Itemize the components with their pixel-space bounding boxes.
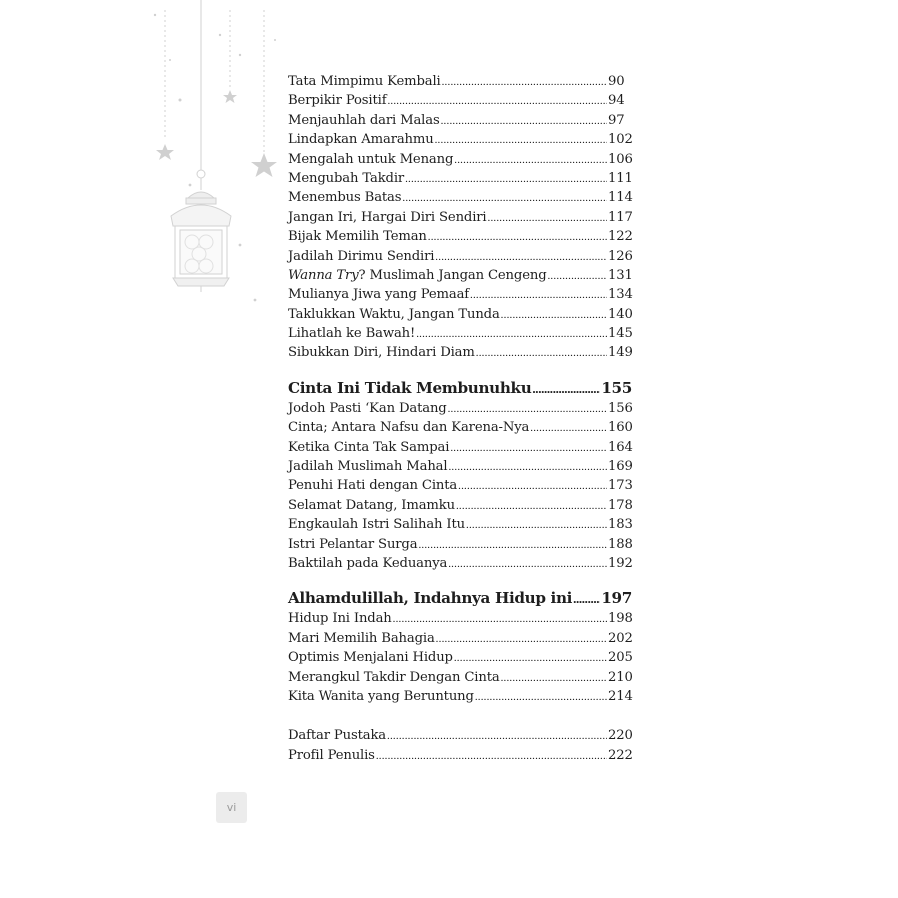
toc-entry[interactable] bbox=[288, 418, 632, 437]
toc-entry[interactable] bbox=[288, 343, 632, 362]
leader-dots bbox=[450, 439, 607, 458]
toc-group bbox=[288, 72, 632, 363]
toc-entry[interactable] bbox=[288, 648, 632, 667]
toc-entry[interactable] bbox=[288, 609, 632, 628]
toc-entry[interactable] bbox=[288, 188, 632, 207]
toc-entry-title: Jadilah Muslimah Mahal bbox=[288, 459, 448, 475]
toc-entry-page: 134 bbox=[608, 287, 633, 303]
toc-entry[interactable] bbox=[288, 457, 632, 476]
leader-dots bbox=[454, 649, 607, 668]
toc-entry-title: Hidup Ini Indah bbox=[288, 611, 392, 627]
toc-entry-title: Ketika Cinta Tak Sampai bbox=[288, 439, 450, 455]
toc-entry-title-rest: ? Muslimah Jangan Cengeng bbox=[358, 267, 547, 283]
leader-dots bbox=[442, 73, 607, 92]
toc-group bbox=[288, 399, 632, 574]
leader-dots bbox=[488, 209, 608, 228]
toc-entry-title: Jadilah Dirimu Sendiri bbox=[288, 248, 435, 264]
toc-entry-title-italic: Wanna Try bbox=[288, 267, 359, 283]
leader-dots bbox=[475, 688, 607, 707]
toc-entry[interactable] bbox=[288, 668, 632, 687]
toc-entry-title: Jodoh Pasti ‘Kan Datang bbox=[288, 400, 447, 416]
toc-section-title: Cinta Ini Tidak Membunuhku bbox=[288, 378, 532, 397]
toc-entry[interactable] bbox=[288, 130, 632, 149]
toc-entry-page: 126 bbox=[608, 248, 633, 264]
toc-section-page: 197 bbox=[601, 589, 632, 608]
leader-dots bbox=[476, 344, 607, 363]
toc-entry-title: Taklukkan Waktu, Jangan Tunda bbox=[288, 306, 500, 322]
leader-dots bbox=[501, 306, 607, 325]
toc-entry-page: 220 bbox=[608, 728, 633, 744]
toc-entry-page: 210 bbox=[608, 669, 633, 685]
page-number: vi bbox=[216, 792, 247, 823]
leader-dots bbox=[402, 189, 607, 208]
leader-dots bbox=[456, 497, 607, 516]
toc-entry-page: 169 bbox=[608, 459, 633, 475]
leader-dots bbox=[393, 610, 607, 629]
toc-section-page: 155 bbox=[601, 378, 632, 397]
toc-entry[interactable] bbox=[288, 535, 632, 554]
leader-dots bbox=[530, 419, 607, 438]
toc-entry-title: Baktilah pada Keduanya bbox=[288, 555, 448, 571]
toc-entry-title: Istri Pelantar Surga bbox=[288, 536, 418, 552]
toc-entry-page: 145 bbox=[608, 326, 633, 342]
toc-entry[interactable] bbox=[288, 150, 632, 169]
toc-entry-page: 122 bbox=[608, 229, 633, 245]
toc-entry-page: 149 bbox=[608, 345, 633, 361]
leader-dots bbox=[573, 588, 600, 610]
toc-entry-page: 160 bbox=[608, 420, 633, 436]
toc-entry-title: Profil Penulis bbox=[288, 747, 375, 763]
leader-dots bbox=[454, 151, 607, 170]
toc-entry-page: 173 bbox=[608, 478, 633, 494]
toc-entry-title: Berpikir Positif bbox=[288, 93, 387, 109]
leader-dots bbox=[418, 536, 607, 555]
toc-entry[interactable] bbox=[288, 72, 632, 91]
toc-group bbox=[288, 726, 632, 765]
toc-entry-title: Merangkul Takdir Dengan Cinta bbox=[288, 669, 500, 685]
toc-entry[interactable] bbox=[288, 266, 632, 285]
toc-entry-page: 97 bbox=[608, 112, 625, 128]
toc-entry-page: 111 bbox=[608, 170, 633, 186]
leader-dots bbox=[405, 170, 607, 189]
toc-entry-page: 164 bbox=[608, 439, 633, 455]
toc-entry-title: Engkaulah Istri Salihah Itu bbox=[288, 517, 465, 533]
leader-dots bbox=[470, 286, 607, 305]
toc-entry[interactable] bbox=[288, 515, 632, 534]
toc-entry[interactable] bbox=[288, 285, 632, 304]
toc-entry[interactable] bbox=[288, 476, 632, 495]
toc-entry-title: Penuhi Hati dengan Cinta bbox=[288, 478, 458, 494]
toc-section-heading[interactable] bbox=[288, 587, 632, 609]
leader-dots bbox=[387, 727, 607, 746]
toc-entry[interactable] bbox=[288, 726, 632, 745]
toc-entry[interactable] bbox=[288, 746, 632, 765]
toc-entry-title: Mulianya Jiwa yang Pemaaf bbox=[288, 287, 470, 303]
toc-entry-title: Mengubah Takdir bbox=[288, 170, 405, 186]
toc-entry[interactable] bbox=[288, 247, 632, 266]
leader-dots bbox=[501, 669, 607, 688]
toc-entry[interactable] bbox=[288, 438, 632, 457]
toc-entry[interactable] bbox=[288, 305, 632, 324]
toc-entry[interactable] bbox=[288, 554, 632, 573]
leader-dots bbox=[547, 267, 607, 286]
toc-entry-page: 198 bbox=[608, 611, 633, 627]
toc-entry[interactable] bbox=[288, 227, 632, 246]
toc-entry-page: 205 bbox=[608, 650, 633, 666]
leader-dots bbox=[458, 477, 607, 496]
toc-entry-page: 214 bbox=[608, 688, 633, 704]
leader-dots bbox=[416, 325, 607, 344]
toc-entry-page: 183 bbox=[608, 517, 633, 533]
toc-entry[interactable] bbox=[288, 629, 632, 648]
hanging-lantern-and-stars-icon bbox=[140, 0, 290, 320]
toc-entry-page: 192 bbox=[608, 555, 633, 571]
table-of-contents bbox=[288, 72, 632, 765]
leader-dots bbox=[435, 131, 607, 150]
toc-entry-title bbox=[288, 266, 546, 285]
toc-entry[interactable] bbox=[288, 687, 632, 706]
toc-entry-page: 202 bbox=[608, 630, 633, 646]
toc-entry-title: Mari Memilih Bahagia bbox=[288, 630, 435, 646]
toc-section-title: Alhamdulillah, Indahnya Hidup ini bbox=[288, 589, 573, 608]
leader-dots bbox=[441, 112, 607, 131]
toc-entry-title: Sibukkan Diri, Hindari Diam bbox=[288, 345, 475, 361]
toc-entry-title: Lihatlah ke Bawah! bbox=[288, 326, 416, 342]
toc-entry[interactable] bbox=[288, 169, 632, 188]
toc-entry-page: 222 bbox=[608, 747, 633, 763]
toc-entry-title: Mengalah untuk Menang bbox=[288, 151, 454, 167]
toc-entry-page: 188 bbox=[608, 536, 633, 552]
toc-entry-title: Jangan Iri, Hargai Diri Sendiri bbox=[288, 209, 487, 225]
leader-dots bbox=[436, 630, 607, 649]
leader-dots bbox=[448, 458, 607, 477]
toc-entry-page: 140 bbox=[608, 306, 633, 322]
toc-entry-title: Menjauhlah dari Malas bbox=[288, 112, 440, 128]
toc-entry-title: Bijak Memilih Teman bbox=[288, 229, 427, 245]
toc-entry[interactable] bbox=[288, 111, 632, 130]
toc-entry[interactable] bbox=[288, 324, 632, 343]
toc-entry-title: Kita Wanita yang Beruntung bbox=[288, 688, 474, 704]
toc-entry-title: Menembus Batas bbox=[288, 190, 402, 206]
leader-dots bbox=[435, 248, 607, 267]
toc-entry-page: 102 bbox=[608, 132, 633, 148]
toc-entry-page: 106 bbox=[608, 151, 633, 167]
toc-entry[interactable] bbox=[288, 91, 632, 110]
leader-dots bbox=[387, 92, 607, 111]
toc-entry-page: 178 bbox=[608, 497, 633, 513]
leader-dots bbox=[448, 555, 607, 574]
toc-entry-page: 156 bbox=[608, 400, 633, 416]
toc-entry-page: 114 bbox=[608, 190, 633, 206]
toc-entry[interactable] bbox=[288, 399, 632, 418]
toc-group bbox=[288, 609, 632, 706]
leader-dots bbox=[466, 516, 607, 535]
toc-entry-page: 90 bbox=[608, 74, 625, 89]
leader-dots bbox=[532, 378, 600, 400]
toc-section-heading[interactable] bbox=[288, 377, 632, 399]
toc-entry-title: Lindapkan Amarahmu bbox=[288, 132, 434, 148]
toc-entry-page: 94 bbox=[608, 93, 625, 109]
toc-entry-title: Selamat Datang, Imamku bbox=[288, 497, 455, 513]
toc-entry-page: 131 bbox=[608, 267, 633, 283]
leader-dots bbox=[428, 228, 607, 247]
toc-entry[interactable] bbox=[288, 208, 632, 227]
toc-entry-title: Daftar Pustaka bbox=[288, 728, 387, 744]
toc-entry-page: 117 bbox=[608, 209, 633, 225]
toc-entry-title: Optimis Menjalani Hidup bbox=[288, 650, 453, 666]
leader-dots bbox=[448, 400, 607, 419]
toc-entry-title: Cinta; Antara Nafsu dan Karena-Nya bbox=[288, 420, 530, 436]
toc-entry-title: Tata Mimpimu Kembali bbox=[288, 74, 441, 89]
toc-entry[interactable] bbox=[288, 496, 632, 515]
leader-dots bbox=[376, 747, 607, 766]
